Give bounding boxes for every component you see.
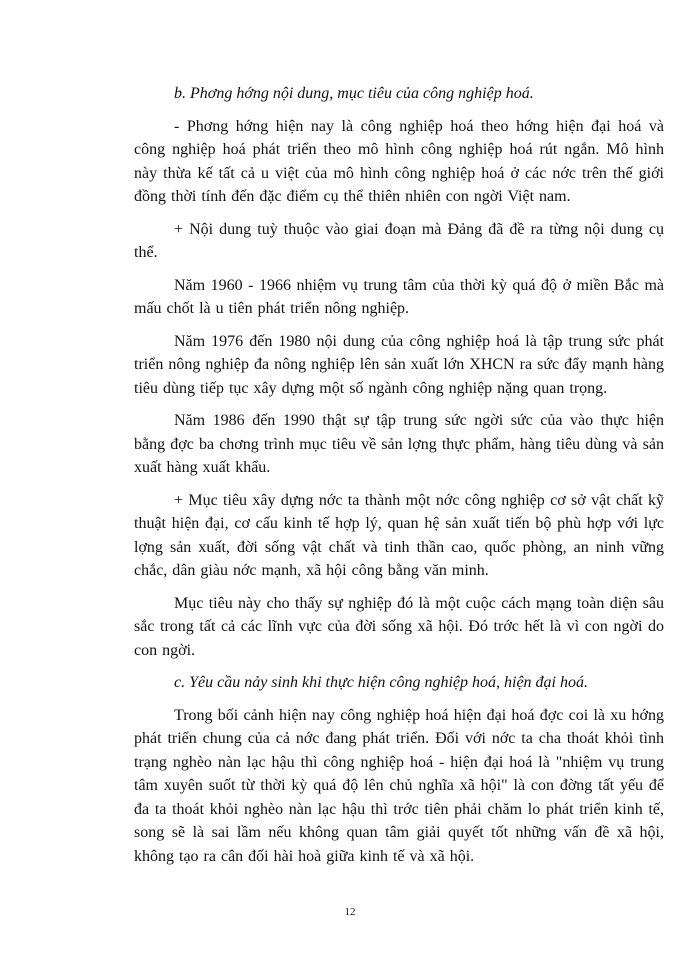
page-number: 12 xyxy=(344,906,356,918)
paragraph-1960: Năm 1960 - 1966 nhiệm vụ trung tâm của thời kỳ quá độ ở miền Bắc mà mấu chốt là u tiên phát triển nông nghiệp. xyxy=(134,276,664,317)
paragraph-requirements: Trong bối cảnh hiện nay công nghiệp hoá hiện đại hoá đợc coi là xu hớng phát triển chung của cả nớc đang phát triển. Đối với nớc ta cha thoát khỏi tình trạng nghèo nàn lạc hậu thì công nghiệp hoá - hiện đại hoá là "nhiệm vụ trung tâm xuyên suốt từ thời kỳ quá độ lên chủ nghĩa xã hội" là con đờng tất yếu để đa ta thoát khỏi nghèo nàn lạc hậu thì trớc tiên phải chăm lo phát triển kinh tế, song sẽ là sai lầm nếu không quan tâm giải quyết tốt những vấn đề xã hội, không tạo ra cân đối hài hoà giữa kinh tế và xã hội. xyxy=(134,706,664,865)
page-content xyxy=(134,82,664,868)
paragraph-goals: + Mục tiêu xây dựng nớc ta thành một nớc công nghiệp cơ sở vật chất kỹ thuật hiện đại, cơ cấu kinh tế hợp lý, quan hệ sản xuất tiến bộ phù hợp với lực lợng sản xuất, đời sống vật chất và tinh thần cao, quốc phòng, an ninh vững chắc, dân giàu nớc mạnh, xã hội công bằng văn minh. xyxy=(134,491,664,579)
paragraph-direction: - Phơng hớng hiện nay là công nghiệp hoá theo hớng hiện đại hoá và công nghiệp hoá phát triển theo mô hình công nghiệp hoá rút ngắn. Mô hình này thừa kế tất cả u việt của mô hình công nghiệp hoá ở các nớc trên thế giới đồng thời tính đến đặc điểm cụ thể thiên nhiên con ngời Việt nam. xyxy=(134,117,664,205)
paragraph-content: + Nội dung tuỳ thuộc vào giai đoạn mà Đảng đã đề ra từng nội dung cụ thể. xyxy=(134,220,664,261)
paragraph-goal-meaning: Mục tiêu này cho thấy sự nghiệp đó là một cuộc cách mạng toàn diện sâu sắc trong tất cả các lĩnh vực của đời sống xã hội. Đó trớc hết là vì con ngời do con ngời. xyxy=(134,594,664,659)
section-heading-c: c. Yêu cầu nảy sinh khi thực hiện công nghiệp hoá, hiện đại hoá. xyxy=(174,674,588,691)
paragraph-1986: Năm 1986 đến 1990 thật sự tập trung sức ngời sức của vào thực hiện bằng đợc ba chơng trình mục tiêu về sản lợng thực phẩm, hàng tiêu dùng và sản xuất hàng xuất khẩu. xyxy=(134,412,664,476)
section-heading-b: b. Phơng hớng nội dung, mục tiêu của công nghiệp hoá. xyxy=(174,85,534,102)
paragraph-1976: Năm 1976 đến 1980 nội dung của công nghiệp hoá là tập trung sức phát triển nông nghiệp đa nông nghiệp lên sản xuất lớn XHCN ra sức đẩy mạnh hàng tiêu dùng tiếp tục xây dựng một số ngành công nghiệp nặng quan trọng. xyxy=(134,332,664,397)
